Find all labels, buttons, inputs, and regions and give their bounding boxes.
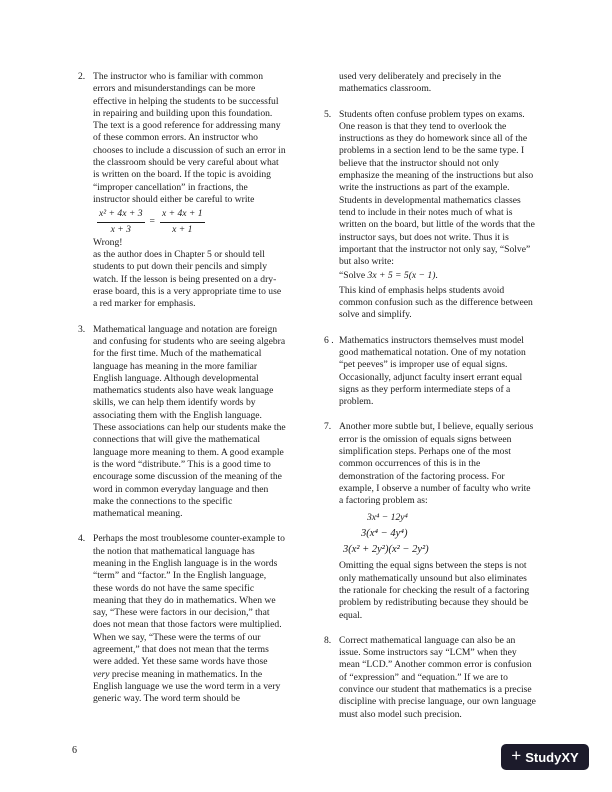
left-column [78,71,286,719]
list-item-7 [324,421,536,621]
factoring-step-3: 3(x² + 2y²)(x² − 2y²) [343,544,429,556]
text-run: “Solve [339,270,368,282]
solve-equation: 3x + 5 = 5(x − 1) [367,270,436,282]
right-column [324,71,536,734]
studyxy-logo[interactable] [501,744,589,770]
item-text: Omitting the equal signs between the steps is not only mathematically unsound but also eliminates the rationale for checking the result of a factoring problem by redistributing because they should be equal. [339,560,530,621]
item-number: 7. [324,421,332,433]
fraction-numerator: x + 4x + 1 [160,208,205,222]
text-run: Perhaps the most troublesome counter-example to the notion that mathematical language has meaning in the English language is in the words “term” and “factor.” In the English language, these words do not have the same specific meaning that they do in mathematics. When we say, “These were factors in our decision,” that does not mean that those factors were multiplied. When we say, “These were the terms of our agreement,” that does not mean that the terms were added. Yet these same words have those [93,533,285,668]
item-text: Another more subtle but, I believe, equally serious error is the omission of equals signs between simplification steps. Perhaps one of the most common occurrences of this is in the demonstration of the factoring process. For example, I observe a number of faculty who write a factoring problem as: [339,421,534,507]
item-number: 2. [78,71,86,82]
list-item-8 [324,635,536,721]
list-item-5 [324,109,536,322]
fraction-numerator: x² + 4x + 3 [97,208,145,222]
list-item-4-continued [324,71,536,96]
item-number: 4. [78,533,86,545]
item-number: 3. [78,323,86,335]
page-number: 6 [72,745,77,756]
list-item-6 [324,335,536,409]
item-text: The instructor who is familiar with common errors and misunderstandings can be more effective in helping the students to be successful in repairing and building upon this foundation. The text is a good reference for addressing many of these common errors. An instructor who chooses to include a discussion of such an error in the classroom should be very careful about what is written on the board. If the topic is avoiding “improper cancellation” in fractions, the instructor should either be careful to write [93,71,286,205]
fraction-denominator: x + 1 [172,223,193,235]
item-number: 5. [324,108,332,120]
fraction-denominator: x + 3 [110,223,131,235]
item-text [93,533,286,705]
item-text: as the author does in Chapter 5 or should tell students to put down their pencils and simply watch. If the lesson is being presented on a dry-erase board, this is a very appropriate time to use a red marker for emphasis. [93,249,282,310]
equals-sign: = [149,215,155,227]
text-run: . [435,270,438,282]
improper-cancellation-equation [97,208,205,236]
fraction-left [97,208,145,236]
list-item-3 [78,324,286,521]
emphasis-text: very [93,668,110,680]
solve-example [339,270,536,282]
item-text: Mathematics instructors themselves must model good mathematical notation. One of my notation “pet peeves” is improper use of equal signs. Occasionally, adjunct faculty insert errant equal signs as they perform intermediate steps of a problem. [339,334,526,408]
item-number: 8. [324,634,332,646]
brand-name: StudyXY [525,749,579,765]
item-text: Mathematical language and notation are foreign and confusing for students who are seeing algebra for the first time. Much of the mathematical language has meaning in the more familiar English language. Although developmental mathematics students also have weak language skills, we can help them identify words by associating them with the English language. These associations can help our students make the connections that will give the mathematical language more meaning to them. A good example is the word “distribute.” This is a good time to encourage some discussion of the meaning of the word in common everyday language and then make the connections to the specific mathematical meaning. [93,323,286,520]
text-run: precise meaning in mathematics. In the English language we use the word term in a very generic way. The word term should be [93,668,281,705]
factoring-step-2: 3(x⁴ − 4y⁴) [361,527,408,539]
item-text: Students often confuse problem types on exams. One reason is that they tend to overlook the instructions as they do homework since all of the problems in a section lend to be the same type. I believe that the instructor should not only emphasize the meaning of the instructions but also write the instructions as part of the example. Students in developmental mathematics classes tend to include in their notes much of what is written on the board, but little of the words that the instructor says, but does not write. Thus it is important that the instructor not only say, “Solve” but also write: [339,108,535,268]
item-text: Correct mathematical language can also be an issue. Some instructors say “LCM” when they mean “LCD.” Another common error is confusion of “expression” and “equation.” If we are to convince our student that mathematics is a precise discipline with precise language, our own language must also model such precision. [339,634,536,720]
fraction-right [160,208,205,236]
wrong-label: Wrong! [93,236,123,248]
list-item-4 [78,533,286,705]
factoring-step-1: 3x⁴ − 12y⁴ [367,511,408,523]
plus-icon: + [511,746,522,765]
item-text: used very deliberately and precisely in the mathematics classroom. [339,71,501,95]
item-text: This kind of emphasis helps students avoid common confusion such as the difference between solve and simplify. [339,284,533,321]
list-item-2 [78,71,286,311]
item-number: 6 . [324,334,334,346]
